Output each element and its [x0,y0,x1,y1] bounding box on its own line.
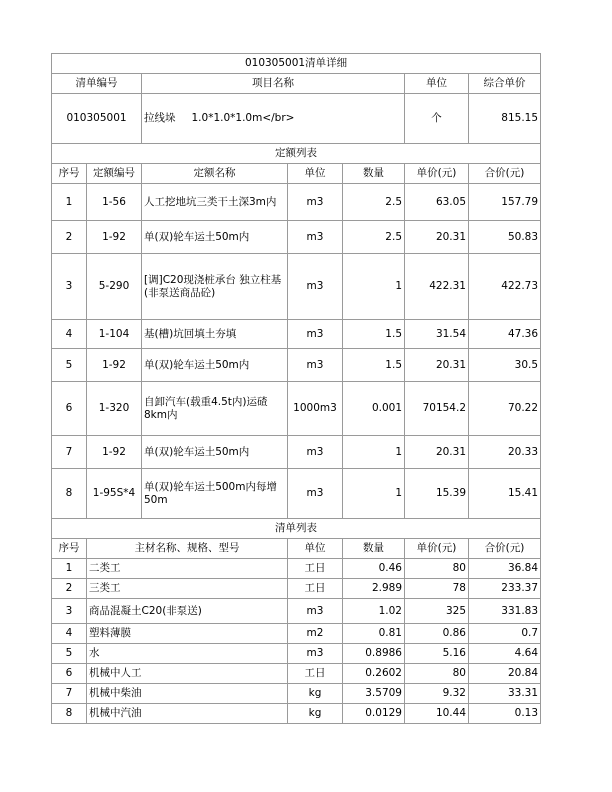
quota-header-price: 单价(元) [405,164,469,184]
quota-header-code: 定额编号 [87,164,142,184]
material-no: 8 [52,704,87,724]
quota-unit: m3 [288,436,343,469]
quota-price: 31.54 [405,320,469,349]
quota-row [52,382,541,436]
item-name-cell [142,94,405,144]
material-row [52,624,541,644]
material-row [52,704,541,724]
quota-price: 20.31 [405,221,469,254]
material-unit: m2 [288,624,343,644]
material-price: 9.32 [405,684,469,704]
quota-header-no: 序号 [52,164,87,184]
material-unit: 工日 [288,579,343,599]
material-no: 6 [52,664,87,684]
header-unit: 单位 [405,74,469,94]
quota-name: 单(双)轮车运土50m内 [142,436,288,469]
quota-header-total: 合价(元) [469,164,541,184]
item-spec: 1.0*1.0*1.0m</br> [191,112,295,124]
quota-qty: 1.5 [343,320,405,349]
material-price: 5.16 [405,644,469,664]
material-no: 5 [52,644,87,664]
quota-price: 70154.2 [405,382,469,436]
quota-total: 157.79 [469,184,541,221]
quota-price: 422.31 [405,254,469,320]
quota-section-title: 定额列表 [52,144,541,164]
quota-total: 70.22 [469,382,541,436]
material-total: 233.37 [469,579,541,599]
quota-no: 7 [52,436,87,469]
material-price: 0.86 [405,624,469,644]
quota-no: 1 [52,184,87,221]
quota-no: 4 [52,320,87,349]
quota-name: 自卸汽车(载重4.5t内)运碴8km内 [142,382,288,436]
item-code: 010305001 [52,94,142,144]
quota-unit: m3 [288,469,343,519]
quota-total: 20.33 [469,436,541,469]
quota-row [52,320,541,349]
item-unit: 个 [405,94,469,144]
material-row [52,644,541,664]
material-row [52,684,541,704]
quota-unit: 1000m3 [288,382,343,436]
quota-code: 5-290 [87,254,142,320]
materials-section-title: 清单列表 [52,519,541,539]
material-row [52,664,541,684]
material-name: 机械中汽油 [87,704,288,724]
quota-no: 5 [52,349,87,382]
material-name: 三类工 [87,579,288,599]
quota-no: 6 [52,382,87,436]
quota-code: 1-320 [87,382,142,436]
material-row [52,579,541,599]
material-total: 36.84 [469,559,541,579]
quota-unit: m3 [288,221,343,254]
item-name: 拉线垛 [144,112,176,124]
quota-unit: m3 [288,184,343,221]
quota-qty: 1 [343,254,405,320]
material-unit: 工日 [288,559,343,579]
quota-qty: 1.5 [343,349,405,382]
material-name: 机械中柴油 [87,684,288,704]
material-total: 4.64 [469,644,541,664]
quota-total: 30.5 [469,349,541,382]
materials-header-name: 主材名称、规格、型号 [87,539,288,559]
quota-no: 8 [52,469,87,519]
material-qty: 0.0129 [343,704,405,724]
quota-total: 422.73 [469,254,541,320]
bill-detail-table [51,53,541,724]
quota-no: 2 [52,221,87,254]
material-row [52,599,541,624]
material-name: 商品混凝土C20(非泵送) [87,599,288,624]
materials-header-unit: 单位 [288,539,343,559]
material-unit: 工日 [288,664,343,684]
quota-name: 单(双)轮车运土500m内每增50m [142,469,288,519]
quota-total: 50.83 [469,221,541,254]
quota-header-name: 定额名称 [142,164,288,184]
material-total: 33.31 [469,684,541,704]
material-name: 机械中人工 [87,664,288,684]
quota-code: 1-92 [87,221,142,254]
quota-row [52,436,541,469]
material-price: 325 [405,599,469,624]
quota-qty: 2.5 [343,184,405,221]
material-total: 0.13 [469,704,541,724]
header-bill-code: 清单编号 [52,74,142,94]
materials-header-price: 单价(元) [405,539,469,559]
quota-unit: m3 [288,320,343,349]
quota-qty: 2.5 [343,221,405,254]
material-total: 0.7 [469,624,541,644]
quota-name: 单(双)轮车运土50m内 [142,221,288,254]
header-item-name: 项目名称 [142,74,405,94]
quota-unit: m3 [288,254,343,320]
material-price: 10.44 [405,704,469,724]
quota-total: 15.41 [469,469,541,519]
quota-row [52,221,541,254]
material-no: 4 [52,624,87,644]
quota-code: 1-104 [87,320,142,349]
quota-qty: 1 [343,436,405,469]
sheet-title: 010305001清单详细 [52,54,541,74]
materials-header-total: 合价(元) [469,539,541,559]
quota-qty: 1 [343,469,405,519]
quota-total: 47.36 [469,320,541,349]
quota-name: 基(槽)坑回填土夯填 [142,320,288,349]
material-price: 80 [405,559,469,579]
bill-detail-sheet [51,53,540,724]
material-unit: kg [288,684,343,704]
material-name: 塑料薄膜 [87,624,288,644]
material-unit: kg [288,704,343,724]
material-unit: m3 [288,599,343,624]
quota-code: 1-95S*4 [87,469,142,519]
material-unit: m3 [288,644,343,664]
material-row [52,559,541,579]
material-qty: 3.5709 [343,684,405,704]
quota-price: 20.31 [405,349,469,382]
material-total: 331.83 [469,599,541,624]
material-name: 水 [87,644,288,664]
quota-header-unit: 单位 [288,164,343,184]
item-price: 815.15 [469,94,541,144]
quota-name: [调]C20现浇桩承台 独立柱基(非泵送商品砼) [142,254,288,320]
material-price: 78 [405,579,469,599]
quota-price: 20.31 [405,436,469,469]
quota-code: 1-92 [87,436,142,469]
material-no: 3 [52,599,87,624]
material-qty: 1.02 [343,599,405,624]
quota-header-qty: 数量 [343,164,405,184]
material-qty: 0.81 [343,624,405,644]
quota-code: 1-92 [87,349,142,382]
material-qty: 0.2602 [343,664,405,684]
material-name: 二类工 [87,559,288,579]
quota-name: 人工挖地坑三类干土深3m内 [142,184,288,221]
material-no: 1 [52,559,87,579]
material-qty: 2.989 [343,579,405,599]
materials-header-no: 序号 [52,539,87,559]
material-price: 80 [405,664,469,684]
header-unit-price: 综合单价 [469,74,541,94]
quota-name: 单(双)轮车运土50m内 [142,349,288,382]
quota-code: 1-56 [87,184,142,221]
material-qty: 0.8986 [343,644,405,664]
material-total: 20.84 [469,664,541,684]
quota-qty: 0.001 [343,382,405,436]
quota-row [52,254,541,320]
quota-no: 3 [52,254,87,320]
quota-row [52,349,541,382]
material-no: 2 [52,579,87,599]
materials-header-qty: 数量 [343,539,405,559]
material-qty: 0.46 [343,559,405,579]
material-no: 7 [52,684,87,704]
quota-price: 63.05 [405,184,469,221]
quota-unit: m3 [288,349,343,382]
quota-row [52,469,541,519]
quota-row [52,184,541,221]
quota-price: 15.39 [405,469,469,519]
